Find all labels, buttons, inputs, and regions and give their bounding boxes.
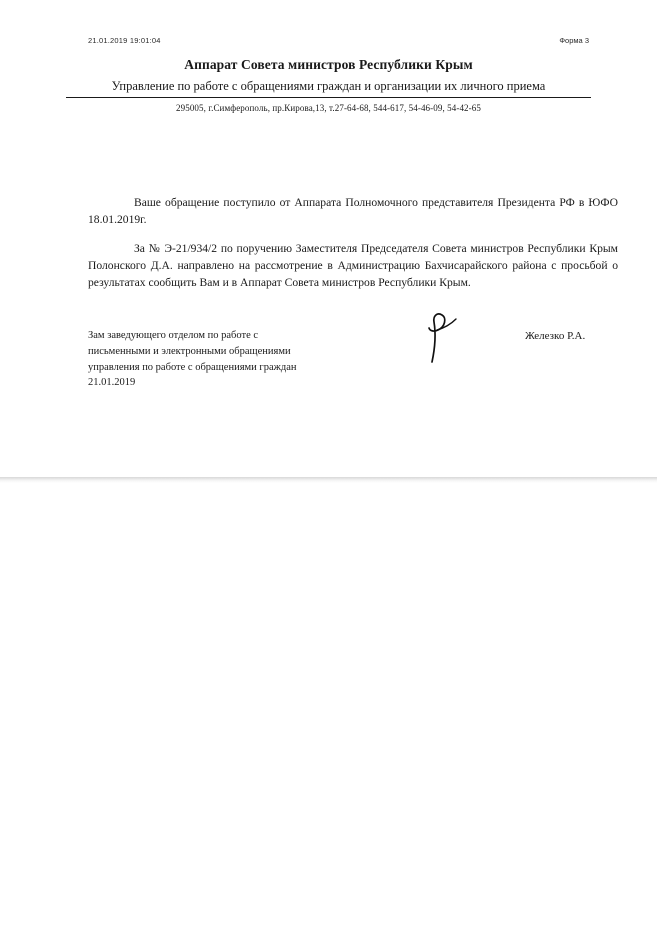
signature-position-line-2: письменными и электронными обращениями xyxy=(88,345,291,357)
signer-name: Железко Р.А. xyxy=(525,330,586,342)
blank-scan-area xyxy=(0,483,657,929)
letterhead-divider xyxy=(66,97,591,98)
letterhead xyxy=(66,56,591,113)
print-timestamp: 21.01.2019 19:01:04 xyxy=(88,36,161,45)
signature-position-block xyxy=(88,328,388,391)
signature-position-line-1: Зам заведующего отделом по работе с xyxy=(88,330,259,341)
body-paragraph-2-text: За № Э-21/934/2 по поручению Заместителя Председателя Совета министров Республики Крым Полонского Д.А. направлено на рассмотрение в Администрацию Бахчисарайского района с просьбой о результатах сообщить Вам и в Аппарат Совета министров Республики Крым. xyxy=(88,242,618,290)
body-paragraph-1 xyxy=(88,194,618,228)
address-line: 295005, г.Симферополь, пр.Кирова,13, т.27-64-68, 544-617, 54-46-09, 54-42-65 xyxy=(176,102,481,113)
header-stamp-row xyxy=(0,36,657,50)
body-paragraph-1-text: Ваше обращение поступило от Аппарата Полномочного представителя Президента РФ в ЮФО 18.01.2019г. xyxy=(88,196,618,227)
organization-title: Аппарат Совета министров Республики Крым xyxy=(184,57,473,72)
signature-date: 21.01.2019 xyxy=(88,377,136,389)
signature-position-line-3: управления по работе с обращениями граждан xyxy=(88,361,297,373)
body-paragraph-2 xyxy=(88,240,618,291)
signature-scribble-icon xyxy=(418,310,488,370)
department-title: Управление по работе с обращениями граждан и организации их личного приема xyxy=(111,78,546,93)
form-number-label: Форма 3 xyxy=(559,36,589,45)
